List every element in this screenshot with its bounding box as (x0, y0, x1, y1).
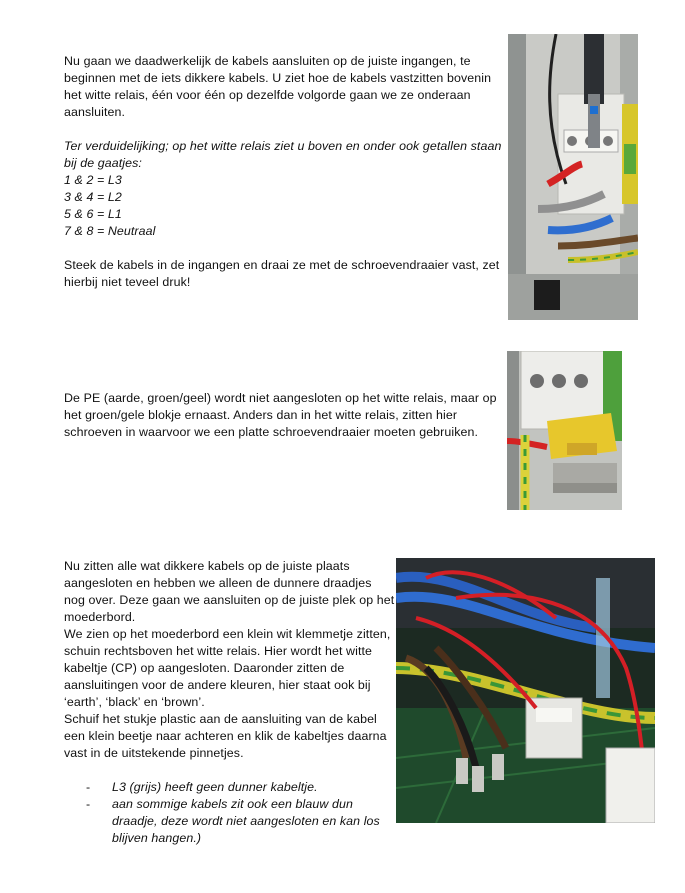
bullet-text: L3 (grijs) heeft geen dunner kabeltje. (112, 780, 318, 794)
mapping-line-4: 7 & 8 = Neutraal (64, 224, 156, 238)
section1-text (64, 53, 504, 291)
section2-paragraph: De PE (aarde, groen/geel) wordt niet aangesloten op het witte relais, maar op het groen/gele blokje ernaast. Anders dan in het witte relais, zitten hier schroeven in waarvoor we een platte schroevendraaier moeten gebruiken. (64, 391, 497, 439)
notes-list (64, 779, 396, 847)
list-item (64, 796, 396, 847)
motherboard-wiring-photo (396, 558, 655, 823)
section3-paragraph-1: Nu zitten alle wat dikkere kabels op de juiste plaats aangesloten en hebben we alleen de dunnere draadjes nog over. Deze gaan we aansluiten op de juiste plek op het moederbord. (64, 559, 395, 624)
section3-text (64, 558, 396, 847)
bullet-marker: - (86, 797, 91, 811)
section1-instruction: Steek de kabels in de ingangen en draai ze met de schroevendraaier vast, zet hierbij niet teveel druk! (64, 258, 500, 289)
section3-paragraph-2: We zien op het moederbord een klein wit klemmetje zitten, schuin rechtsboven het witte relais. Hier wordt het witte kabeltje (CP) op aangesloten. Daaronder zitten de aansluitingen voor de andere kleuren, hier staat ook bij ‘earth’, ‘black’ en ‘brown’. (64, 627, 391, 709)
bullet-marker: - (86, 780, 91, 794)
section1-intro: Nu gaan we daadwerkelijk de kabels aansluiten op de juiste ingangen, te beginnen met de iets dikkere kabels. U ziet hoe de kabels vastzitten bovenin het witte relais, één voor één op dezelfde volgorde gaan we ze onderaan aansluiten. (64, 54, 492, 119)
list-item (64, 779, 396, 796)
mapping-line-3: 5 & 6 = L1 (64, 207, 122, 221)
relay-screwdriver-photo (508, 34, 638, 320)
mapping-line-2: 3 & 4 = L2 (64, 190, 122, 204)
bullet-text: aan sommige kabels zit ook een blauw dun draadje, deze wordt niet aangesloten en kan los blijven hangen.) (112, 797, 380, 845)
section2-text (64, 390, 504, 441)
section3-paragraph-3: Schuif het stukje plastic aan de aansluiting van de kabel een klein beetje naar achteren en klik de kabeltjes daarna vast in de uitstekende pinnetjes. (64, 712, 387, 760)
mapping-line-1: 1 & 2 = L3 (64, 173, 122, 187)
section1-clarification: Ter verduidelijking; op het witte relais ziet u boven en onder ook getallen staan bij de gaatjes: (64, 139, 502, 170)
pe-terminal-photo (507, 351, 622, 510)
